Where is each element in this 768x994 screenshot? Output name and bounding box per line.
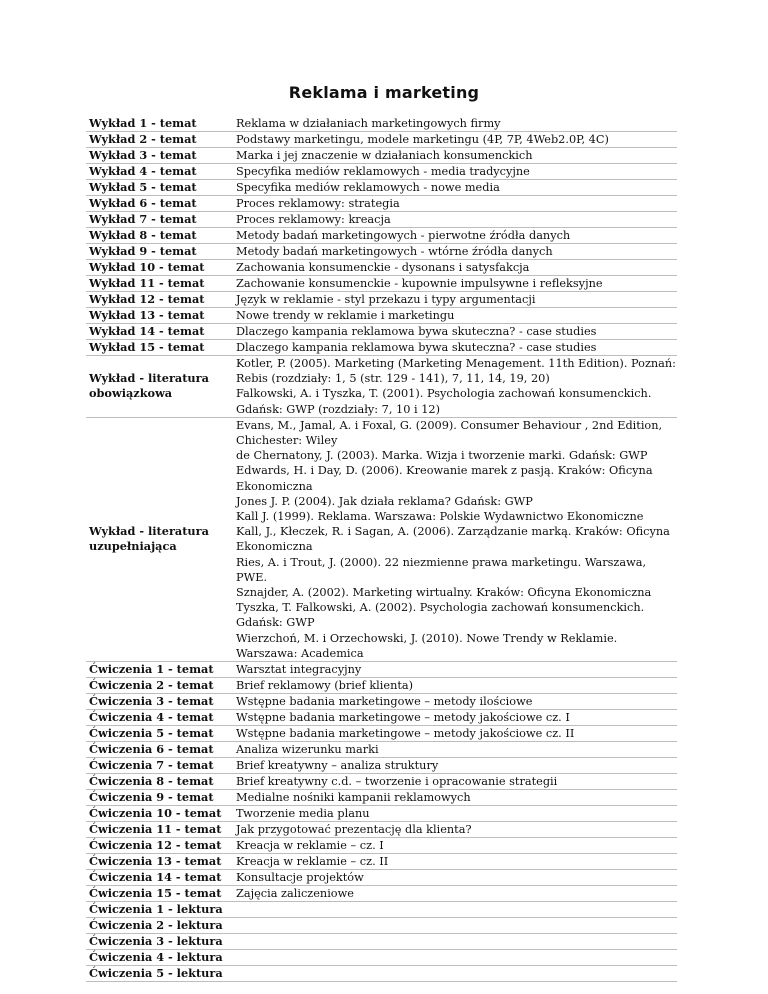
table-row [86, 116, 677, 132]
row-label: Wykład 4 - temat [86, 164, 232, 180]
row-label: Wykład 3 - temat [86, 148, 232, 164]
row-value [232, 966, 677, 982]
row-label: Wykład 15 - temat [86, 340, 232, 356]
literature-entry: Tyszka, T. Falkowski, A. (2002). Psychologia zachowań konsumenckich. Gdańsk: GWP [236, 601, 645, 630]
literature-entry: Edwards, H. i Day, D. (2006). Kreowanie marek z pasją. Kraków: Oficyna Ekonomiczna [236, 464, 653, 493]
supplementary-literature-row [86, 417, 677, 661]
row-value: Proces reklamowy: strategia [232, 196, 677, 212]
row-label: Ćwiczenia 11 - temat [86, 822, 232, 838]
table-row [86, 148, 677, 164]
table-row [86, 694, 677, 710]
row-label: Ćwiczenia 5 - lektura [86, 966, 232, 982]
table-row [86, 308, 677, 324]
row-value: Kreacja w reklamie – cz. I [232, 838, 677, 854]
row-label: Wykład 7 - temat [86, 212, 232, 228]
table-row [86, 742, 677, 758]
required-literature-list [232, 356, 677, 418]
literature-entry: Kall, J., Kłeczek, R. i Sagan, A. (2006). Zarządzanie marką. Kraków: Oficyna Ekonomiczna [236, 525, 670, 554]
row-value: Brief kreatywny – analiza struktury [232, 758, 677, 774]
row-label: Ćwiczenia 3 - lektura [86, 934, 232, 950]
row-value: Zachowania konsumenckie - dysonans i satysfakcja [232, 260, 677, 276]
row-value: Specyfika mediów reklamowych - nowe media [232, 180, 677, 196]
row-label: Wykład 8 - temat [86, 228, 232, 244]
row-label: Ćwiczenia 4 - lektura [86, 950, 232, 966]
row-label: Ćwiczenia 13 - temat [86, 854, 232, 870]
table-row [86, 244, 677, 260]
table-row [86, 260, 677, 276]
table-row [86, 950, 677, 966]
table-row [86, 902, 677, 918]
table-row [86, 918, 677, 934]
row-label: Wykład 11 - temat [86, 276, 232, 292]
row-label: Ćwiczenia 8 - temat [86, 774, 232, 790]
row-label: Wykład 12 - temat [86, 292, 232, 308]
row-label: Ćwiczenia 2 - temat [86, 678, 232, 694]
row-value: Dlaczego kampania reklamowa bywa skuteczna? - case studies [232, 324, 677, 340]
table-row [86, 854, 677, 870]
table-row [86, 726, 677, 742]
table-row [86, 340, 677, 356]
row-value: Język w reklamie - styl przekazu i typy argumentacji [232, 292, 677, 308]
row-value: Metody badań marketingowych - wtórne źródła danych [232, 244, 677, 260]
table-row [86, 790, 677, 806]
syllabus-body [86, 116, 677, 982]
table-row [86, 822, 677, 838]
row-value: Brief reklamowy (brief klienta) [232, 678, 677, 694]
literature-entry: Ries, A. i Trout, J. (2000). 22 niezmienne prawa marketingu. Warszawa, PWE. [236, 555, 647, 584]
row-label: Wykład 14 - temat [86, 324, 232, 340]
row-value: Specyfika mediów reklamowych - media tradycyjne [232, 164, 677, 180]
table-row [86, 324, 677, 340]
table-row [86, 678, 677, 694]
row-label: Wykład 9 - temat [86, 244, 232, 260]
row-label: Ćwiczenia 7 - temat [86, 758, 232, 774]
row-value: Reklama w działaniach marketingowych firmy [232, 116, 677, 132]
row-label: Ćwiczenia 5 - temat [86, 726, 232, 742]
literature-entry: Falkowski, A. i Tyszka, T. (2001). Psychologia zachowań konsumenckich. Gdańsk: GWP (rozdziały: 7, 10 i 12) [236, 387, 652, 416]
row-label: Wykład 5 - temat [86, 180, 232, 196]
row-label: Ćwiczenia 1 - lektura [86, 902, 232, 918]
table-row [86, 228, 677, 244]
table-row [86, 838, 677, 854]
row-value: Warsztat integracyjny [232, 662, 677, 678]
row-label: Ćwiczenia 14 - temat [86, 870, 232, 886]
row-label: Ćwiczenia 1 - temat [86, 662, 232, 678]
row-label: Ćwiczenia 4 - temat [86, 710, 232, 726]
row-value: Podstawy marketingu, modele marketingu (4P, 7P, 4Web2.0P, 4C) [232, 132, 677, 148]
row-label: Wykład 6 - temat [86, 196, 232, 212]
table-row [86, 758, 677, 774]
table-row [86, 132, 677, 148]
row-value: Wstępne badania marketingowe – metody jakościowe cz. II [232, 726, 677, 742]
row-value: Metody badań marketingowych - pierwotne źródła danych [232, 228, 677, 244]
supplementary-literature-list [232, 417, 677, 661]
row-value: Wstępne badania marketingowe – metody ilościowe [232, 694, 677, 710]
table-row [86, 774, 677, 790]
row-value: Proces reklamowy: kreacja [232, 212, 677, 228]
row-value: Nowe trendy w reklamie i marketingu [232, 308, 677, 324]
table-row [86, 196, 677, 212]
row-value [232, 902, 677, 918]
row-label: Ćwiczenia 15 - temat [86, 886, 232, 902]
row-label: Ćwiczenia 9 - temat [86, 790, 232, 806]
table-row [86, 212, 677, 228]
required-literature-row [86, 356, 677, 418]
row-value: Brief kreatywny c.d. – tworzenie i opracowanie strategii [232, 774, 677, 790]
row-value: Analiza wizerunku marki [232, 742, 677, 758]
row-label: Wykład 1 - temat [86, 116, 232, 132]
row-label: Ćwiczenia 3 - temat [86, 694, 232, 710]
row-label: Ćwiczenia 6 - temat [86, 742, 232, 758]
row-label: Wykład 13 - temat [86, 308, 232, 324]
row-value: Tworzenie media planu [232, 806, 677, 822]
row-label: Wykład 10 - temat [86, 260, 232, 276]
literature-entry: Kotler, P. (2005). Marketing (Marketing Menagement. 11th Edition). Poznań: Rebis (rozdziały: 1, 5 (str. 129 - 141), 7, 11, 14, 19, 20) [236, 357, 676, 386]
required-literature-label: Wykład - literatura obowiązkowa [86, 356, 232, 418]
supplementary-literature-label: Wykład - literatura uzupełniająca [86, 417, 232, 661]
row-label: Ćwiczenia 10 - temat [86, 806, 232, 822]
literature-entry: Kall J. (1999). Reklama. Warszawa: Polskie Wydawnictwo Ekonomiczne [236, 510, 644, 524]
literature-entry: Wierzchoń, M. i Orzechowski, J. (2010). Nowe Trendy w Reklamie. Warszawa: Academica [236, 631, 618, 660]
literature-entry: de Chernatony, J. (2003). Marka. Wizja i tworzenie marki. Gdańsk: GWP [236, 449, 648, 463]
row-value: Medialne nośniki kampanii reklamowych [232, 790, 677, 806]
literature-entry: Evans, M., Jamal, A. i Foxal, G. (2009). Consumer Behaviour , 2nd Edition, Chichester: Wiley [236, 418, 663, 448]
table-row [86, 164, 677, 180]
table-row [86, 276, 677, 292]
table-row [86, 934, 677, 950]
literature-entry: Sznajder, A. (2002). Marketing wirtualny. Kraków: Oficyna Ekonomiczna [236, 586, 652, 600]
table-row [86, 806, 677, 822]
table-row [86, 870, 677, 886]
table-row [86, 180, 677, 196]
row-value: Konsultacje projektów [232, 870, 677, 886]
row-value: Zachowanie konsumenckie - kupownie impulsywne i refleksyjne [232, 276, 677, 292]
row-value: Dlaczego kampania reklamowa bywa skuteczna? - case studies [232, 340, 677, 356]
row-value: Marka i jej znaczenie w działaniach konsumenckich [232, 148, 677, 164]
row-value: Zajęcia zaliczeniowe [232, 886, 677, 902]
row-label: Ćwiczenia 12 - temat [86, 838, 232, 854]
syllabus-table [86, 116, 677, 982]
table-row [86, 662, 677, 678]
row-value [232, 918, 677, 934]
row-value: Wstępne badania marketingowe – metody jakościowe cz. I [232, 710, 677, 726]
document-title: Reklama i marketing [288, 83, 480, 102]
literature-entry: Jones J. P. (2004). Jak działa reklama? Gdańsk: GWP [236, 494, 533, 508]
row-label: Ćwiczenia 2 - lektura [86, 918, 232, 934]
row-value: Kreacja w reklamie – cz. II [232, 854, 677, 870]
table-row [86, 886, 677, 902]
table-row [86, 966, 677, 982]
row-value: Jak przygotować prezentację dla klienta? [232, 822, 677, 838]
row-label: Wykład 2 - temat [86, 132, 232, 148]
row-value [232, 950, 677, 966]
row-value [232, 934, 677, 950]
table-row [86, 292, 677, 308]
table-row [86, 710, 677, 726]
